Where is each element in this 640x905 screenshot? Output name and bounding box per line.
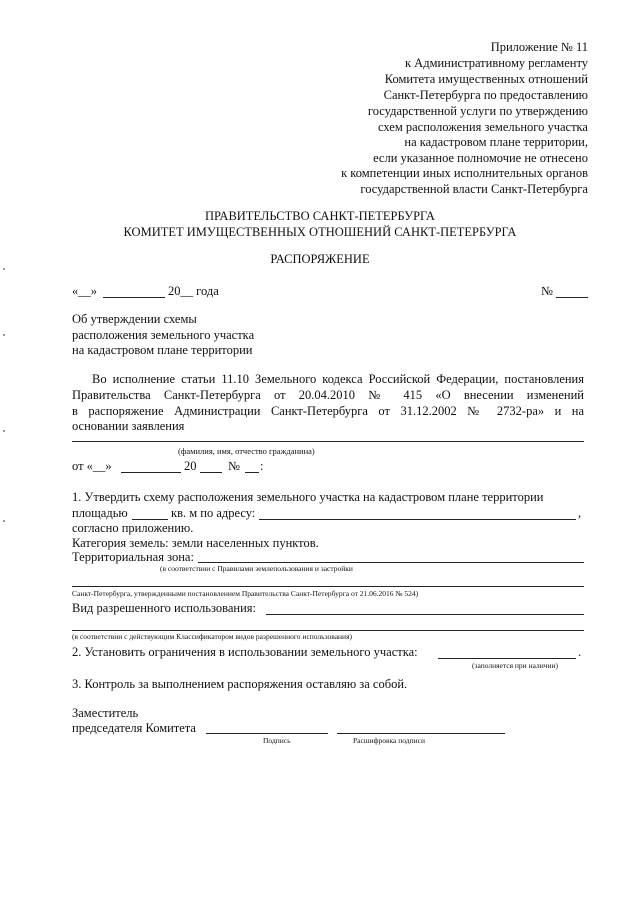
subject-line: Об утверждении схемы [72,312,197,326]
appendix-line: Приложение № 11 [490,40,588,54]
scan-mark [3,430,5,432]
item1-area-label: площадью [72,506,128,520]
number-label: № [541,284,553,298]
scan-mark [3,268,5,270]
signer-title-line1: Заместитель [72,706,139,720]
caption-fio: (фамилия, имя, отчество гражданина) [178,446,315,456]
use-type-blank[interactable] [266,614,584,615]
number-blank[interactable] [556,297,588,298]
preamble-line: Во исполнение статьи 11.10 Земельного кодекса Российской Федерации, постановления [92,372,584,386]
rules-reference: Санкт-Петербурга, утвержденными постановлением Правительства Санкт-Петербурга от 21.06.2016 № 524) [72,589,419,598]
item3-text: 3. Контроль за выполнением распоряжения оставляю за собой. [72,677,408,691]
applicant-name-blank[interactable] [72,441,584,442]
date-year: 20__ года [168,284,219,298]
item1-zone-label: Территориальная зона: [72,550,194,564]
restrictions-blank[interactable] [438,658,576,659]
appendix-line: государственной власти Санкт-Петербурга [360,182,588,196]
document-type: РАСПОРЯЖЕНИЕ [270,252,370,266]
appendix-line: государственной услуги по утверждению [367,104,588,118]
from-month-blank[interactable] [121,472,181,473]
from-year-blank[interactable] [200,472,222,473]
restrictions-caption: (заполняется при наличии) [472,661,559,670]
address-blank[interactable] [259,519,576,520]
item1-appendix-note: согласно приложению. [72,521,194,535]
from-year: 20 [184,459,197,473]
org-government: ПРАВИТЕЛЬСТВО САНКТ-ПЕТЕРБУРГА [205,209,435,223]
use-type-caption: (в соответствии с действующим Классификатором видов разрешенного использования) [72,632,353,641]
subject-line: расположения земельного участка [72,328,255,342]
signer-title-line2: председателя Комитета [72,721,196,735]
item2-dot: . [578,645,582,659]
use-type-label: Вид разрешенного использования: [72,601,256,615]
date-quote: «__» [72,284,97,298]
appendix-line: Комитета имущественных отношений [384,72,588,86]
zone-caption: (в соответствии с Правилами землепользования и застройки [160,564,353,573]
preamble-line: Правительства Санкт-Петербурга от 20.04.2010 № 415 «О внесении изменений [72,388,584,402]
area-blank[interactable] [132,519,168,520]
item1-area-unit: кв. м по адресу: [171,506,256,520]
preamble-line: в распоряжение Администрации Санкт-Петербурга от 31.12.2002 № 2732-ра» и на [72,404,584,418]
zone-continue-blank[interactable] [72,586,584,587]
appendix-line: к Административному регламенту [404,56,588,70]
appendix-line: схем расположения земельного участка [377,120,588,134]
appendix-line: Санкт-Петербурга по предоставлению [383,88,588,102]
scan-mark [3,334,5,336]
date-month-blank[interactable] [103,297,165,298]
item1-land-category: Категория земель: земли населенных пунктов. [72,536,319,550]
item1-text: 1. Утвердить схему расположения земельного участка на кадастровом плане территории [72,490,544,504]
appendix-line: к компетенции иных исполнительных органов [341,166,588,180]
signature-decode-caption: Расшифровка подписи [353,736,425,745]
appendix-line: на кадастровом плане территории, [404,135,588,149]
org-committee: КОМИТЕТ ИМУЩЕСТВЕННЫХ ОТНОШЕНИЙ САНКТ-ПЕТЕРБУРГА [123,225,517,239]
item1-comma: , [578,506,582,520]
from-label: от «__» [72,459,112,473]
from-colon: : [260,459,264,473]
signature-decode-blank[interactable] [337,733,505,734]
preamble-line: основании заявления [72,419,185,433]
appendix-line: если указанное полномочие не отнесено [373,151,588,165]
from-number-label: № [228,459,240,473]
from-number-blank[interactable] [245,472,259,473]
signature-blank[interactable] [206,733,328,734]
use-type-continue-blank[interactable] [72,630,584,631]
item2-text: 2. Установить ограничения в использовании земельного участка: [72,645,418,659]
signature-caption: Подпись [263,736,291,745]
scan-mark [3,520,5,522]
zone-blank[interactable] [198,562,584,563]
subject-line: на кадастровом плане территории [72,343,253,357]
